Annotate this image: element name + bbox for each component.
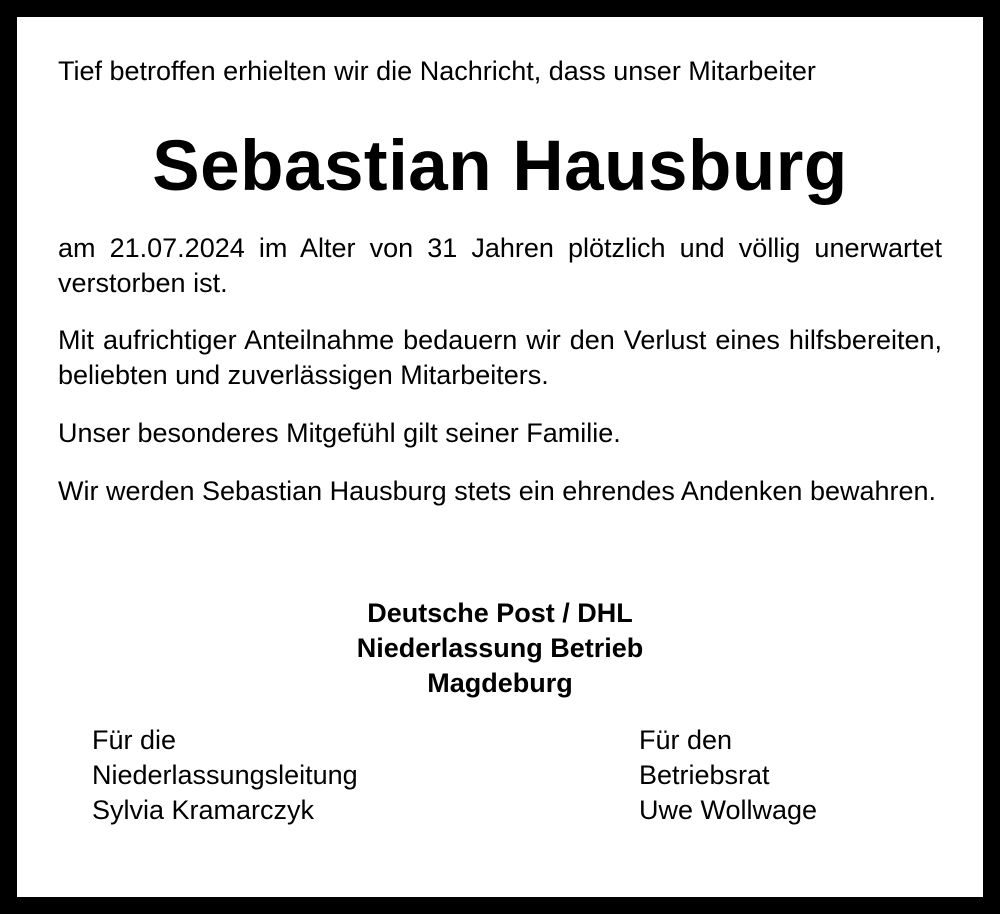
organization-city: Magdeburg [427, 668, 573, 698]
signature-management [92, 723, 358, 828]
death-date-paragraph: am 21.07.2024 im Alter von 31 Jahren plötzlich und völlig unerwartet verstorben ist. [58, 233, 942, 298]
signature-management-prefix: Für die [92, 725, 177, 755]
organization-block [0, 596, 1000, 701]
organization-name: Deutsche Post / DHL [367, 598, 633, 628]
deceased-name: Sebastian Hausburg [152, 127, 848, 206]
organization-branch: Niederlassung Betrieb [356, 633, 644, 663]
signature-management-name: Sylvia Kramarczyk [92, 795, 315, 825]
signature-works-council [639, 723, 817, 828]
signature-works-council-name: Uwe Wollwage [639, 795, 818, 825]
family-sympathy-paragraph: Unser besonderes Mitgefühl gilt seiner Familie. [58, 418, 621, 448]
intro-text: Tief betroffen erhielten wir die Nachricht, dass unser Mitarbeiter [58, 56, 816, 86]
signature-management-role: Niederlassungsleitung [92, 760, 358, 790]
signature-works-council-prefix: Für den [639, 725, 733, 755]
condolence-paragraph: Mit aufrichtiger Anteilnahme bedauern wir den Verlust eines hilfsbereiten, beliebten und zuverlässigen Mitarbeiters. [58, 325, 942, 390]
remembrance-paragraph: Wir werden Sebastian Hausburg stets ein ehrendes Andenken bewahren. [58, 476, 937, 506]
signature-works-council-role: Betriebsrat [639, 760, 770, 790]
